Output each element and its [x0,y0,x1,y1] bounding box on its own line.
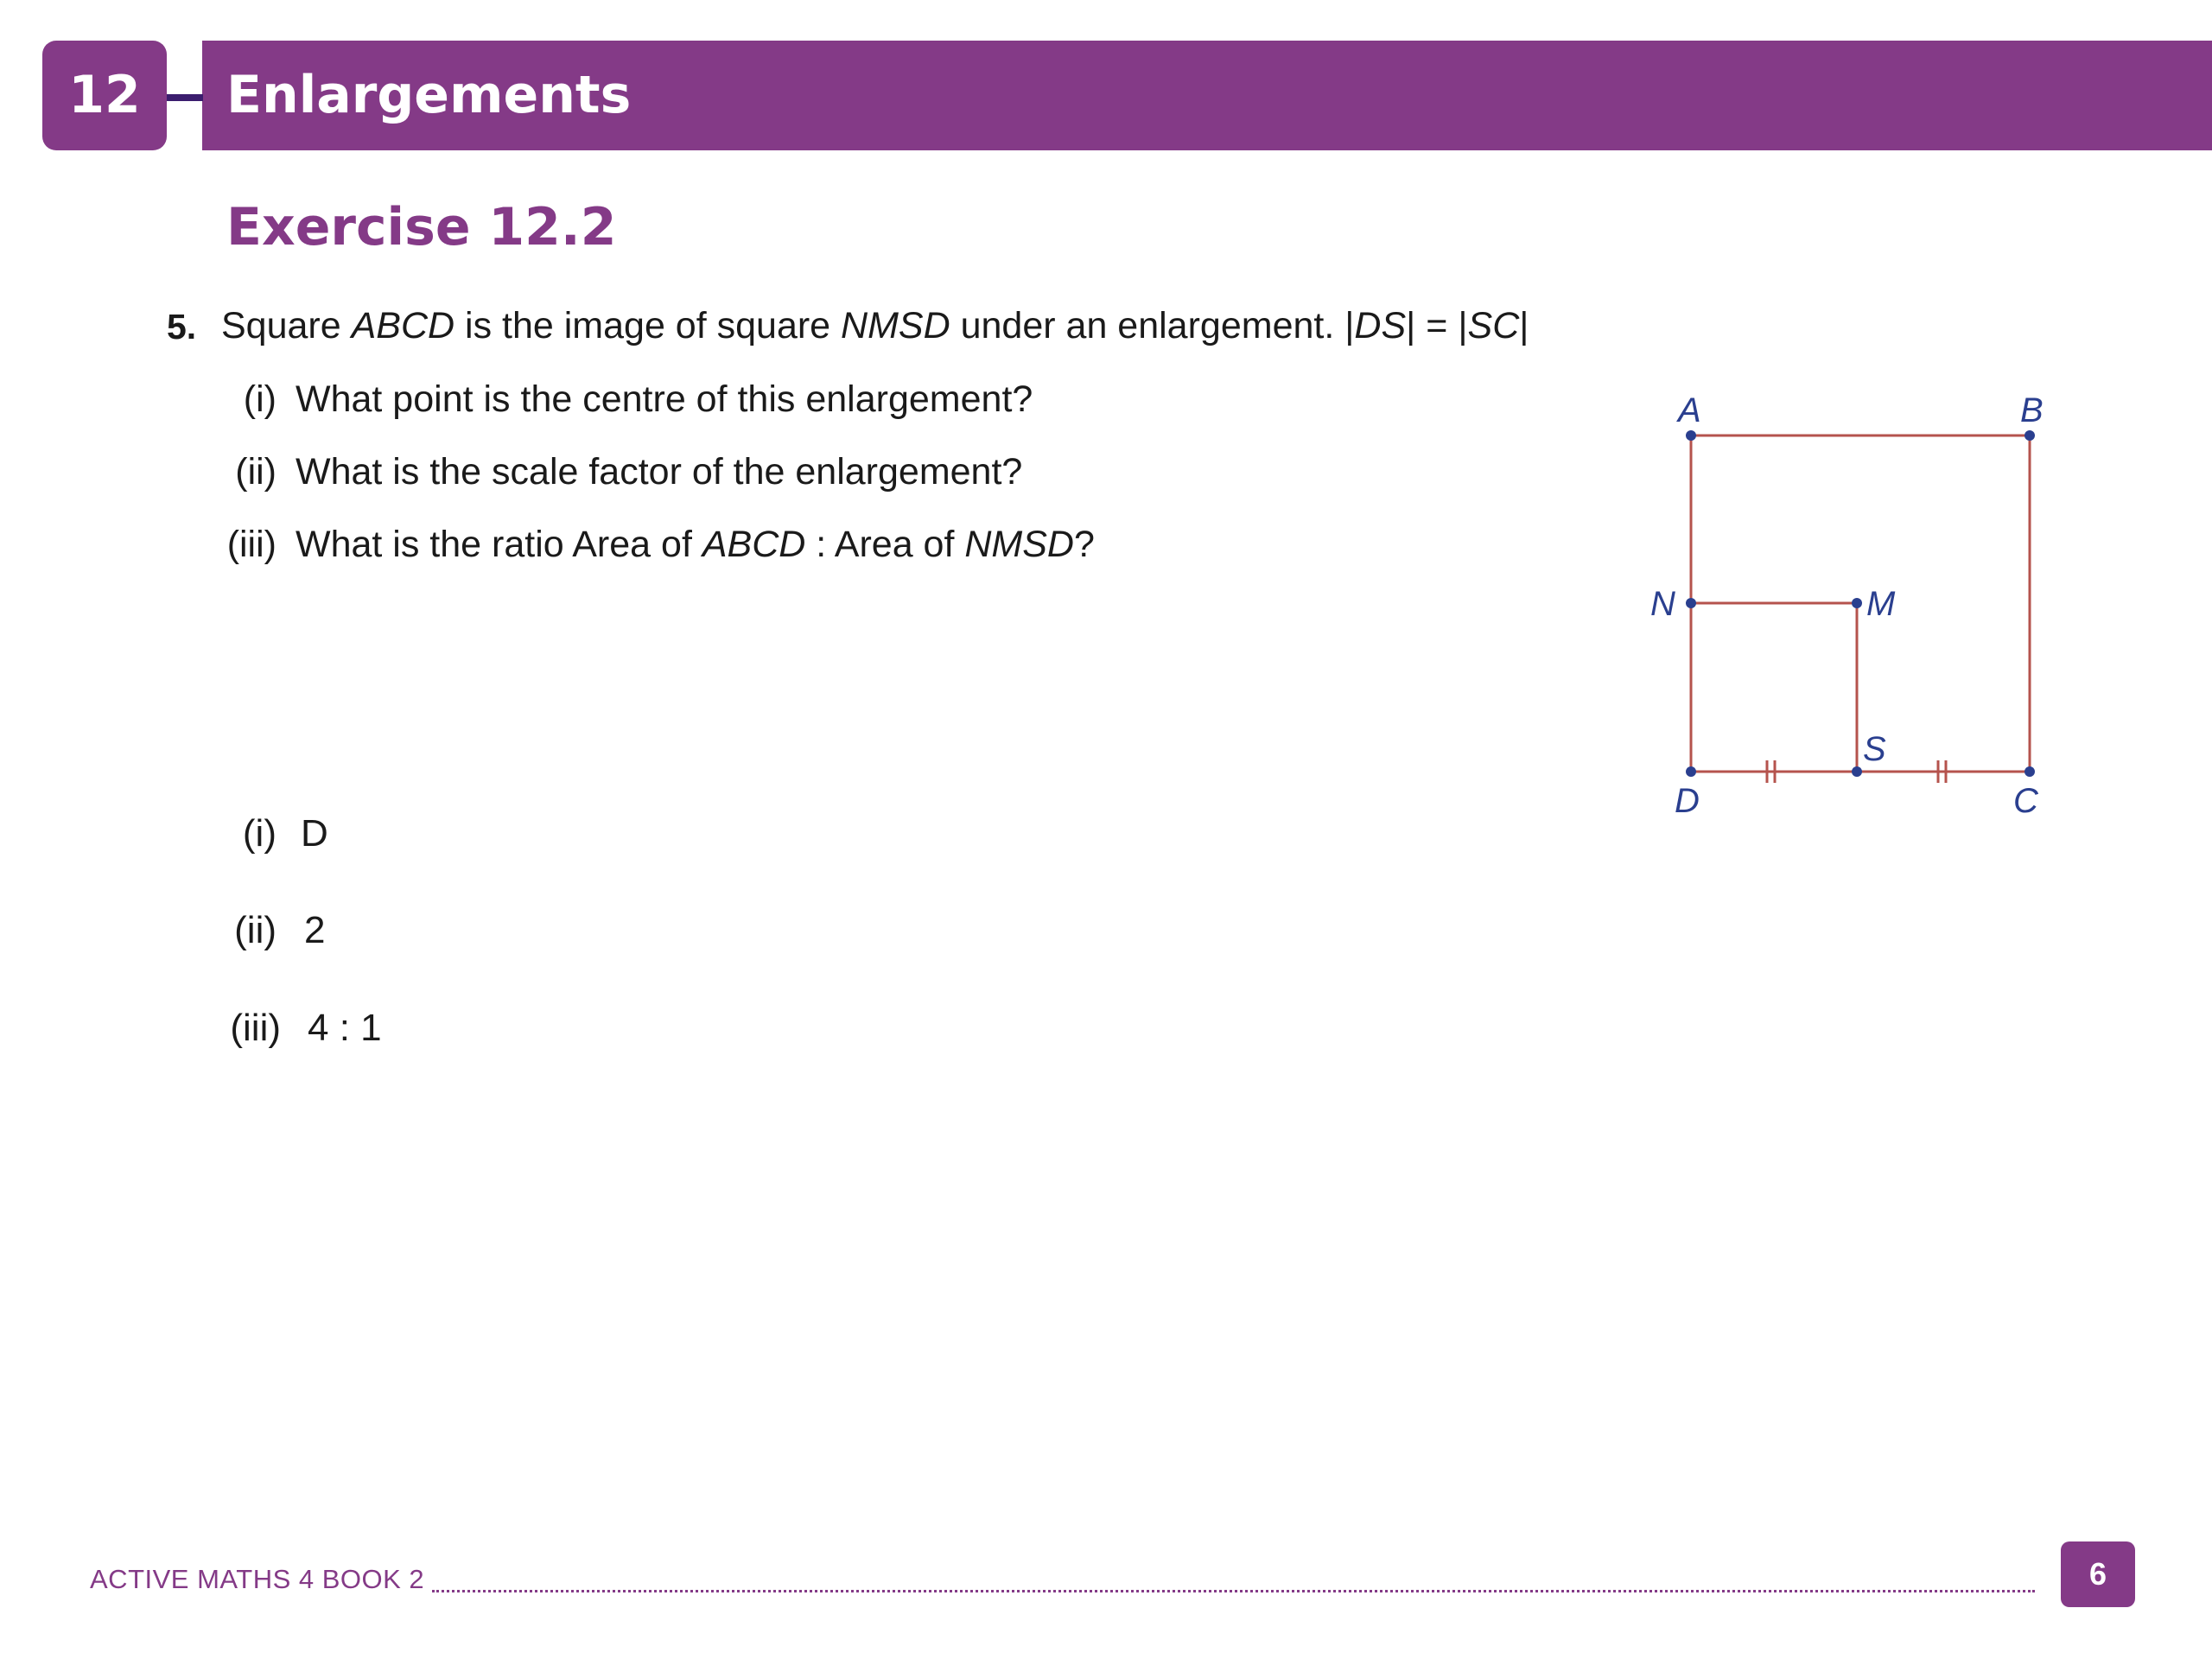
label-s: S [1863,730,1886,768]
header-connector [167,94,203,101]
page-number: 6 [2088,1556,2107,1592]
label-c: C [2013,782,2038,820]
point-s [1852,766,1862,777]
part-text-i: What point is the centre of this enlargement? [296,378,1033,420]
label-n: N [1650,585,1675,623]
part-label-i: (i) [243,378,276,420]
footer-dotted-rule [432,1590,2035,1592]
chapter-number-badge [42,41,167,150]
label-b: B [2020,391,2044,429]
answer-value-i: D [301,812,328,855]
chapter-title: Enlargements [226,65,632,125]
label-a: A [1678,391,1701,429]
answer-label-i: (i) [242,812,276,855]
point-d [1686,766,1696,777]
footer-book-title: ACTIVE MATHS 4 BOOK 2 [90,1564,425,1594]
part-label-ii: (ii) [235,451,276,493]
point-n [1686,598,1696,608]
point-a [1686,430,1696,441]
question-stem: Square ABCD is the image of square NMSD under an enlargement. |DS| = |SC| [221,305,1529,346]
page-number-badge [2061,1541,2135,1607]
label-m: M [1866,585,1896,623]
answer-label-ii: (ii) [234,909,276,951]
exercise-title: Exercise 12.2 [226,197,617,257]
answer-label-iii: (iii) [230,1007,281,1049]
square-nmsd [1691,603,1857,772]
point-c [2024,766,2035,777]
part-text-ii: What is the scale factor of the enlargement? [296,451,1023,493]
point-b [2024,430,2035,441]
squares-diagram [1624,380,2074,838]
diagram-lines [1691,435,2030,783]
part-label-iii: (iii) [226,524,276,565]
answer-value-iii: 4 : 1 [308,1007,382,1049]
part-text-iii: What is the ratio Area of ABCD : Area of NMSD? [296,524,1095,565]
chapter-number: 12 [68,65,141,125]
question-number: 5. [167,307,197,346]
label-d: D [1675,782,1700,820]
answer-value-ii: 2 [304,909,326,951]
point-m [1852,598,1862,608]
